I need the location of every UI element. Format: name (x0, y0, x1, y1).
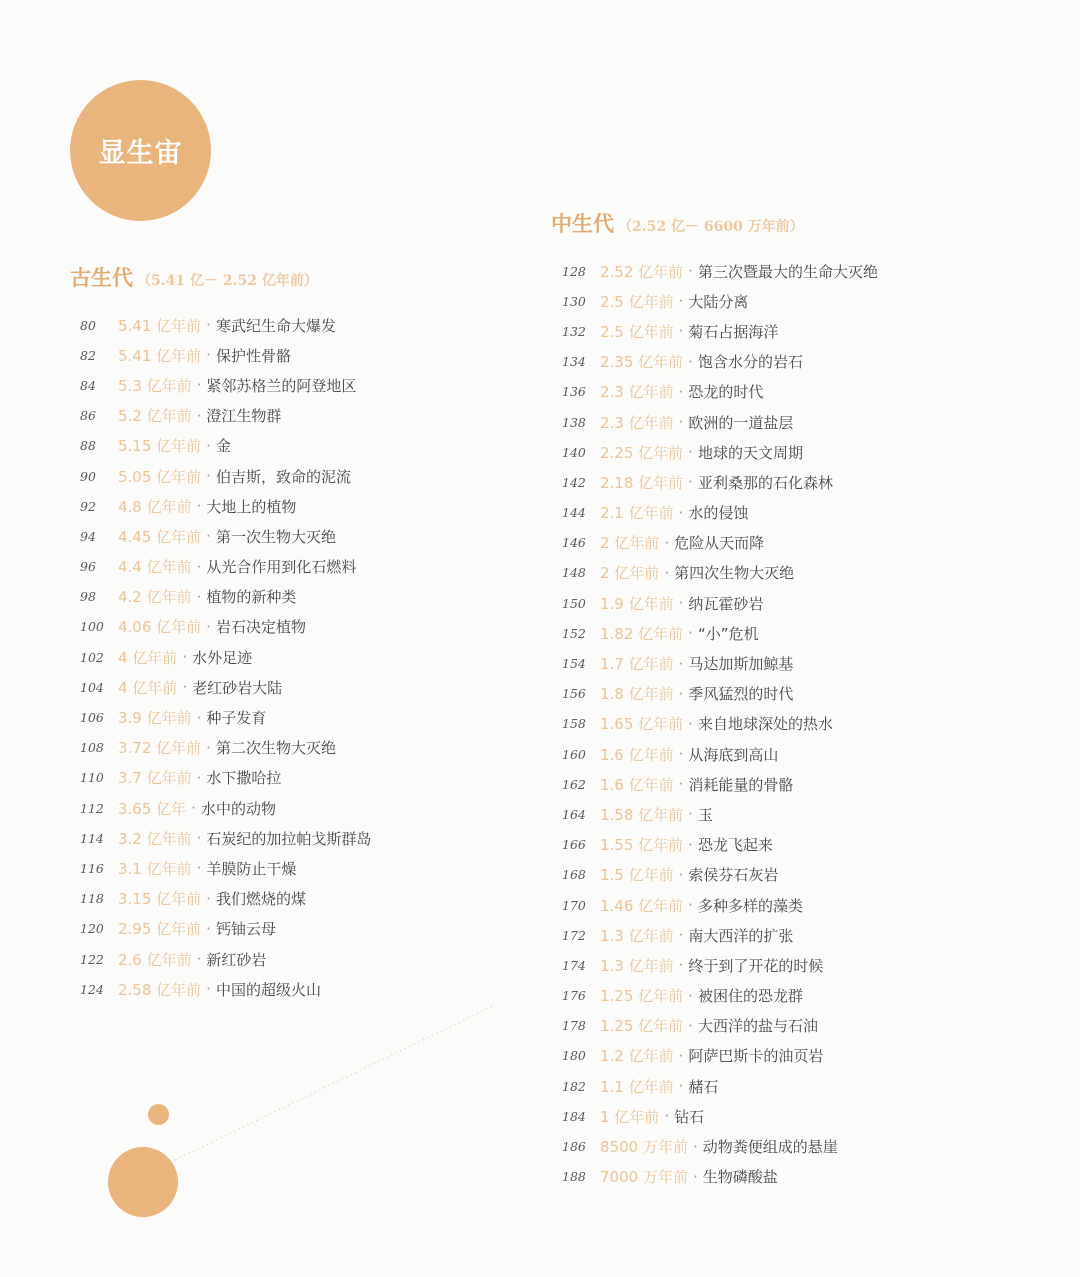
page-number: 140 (562, 444, 586, 460)
separator-dot: · (196, 587, 202, 606)
entry-title: 种子发育 (206, 709, 267, 728)
page-number: 132 (562, 323, 586, 339)
page-number: 186 (562, 1139, 586, 1155)
toc-entry[interactable] (80, 491, 371, 521)
entry-date: 1.58 亿年前 (600, 805, 684, 824)
eon-badge (70, 80, 211, 221)
entry-title: 恐龙的时代 (688, 383, 764, 402)
entry-title: 中国的超级火山 (215, 980, 321, 999)
entry-date: 4.4 亿年前 (118, 558, 192, 577)
entry-title: 第一次生物大灭绝 (215, 527, 336, 546)
entry-date: 1.82 亿年前 (600, 624, 684, 643)
toc-entry[interactable] (562, 679, 878, 709)
toc-entry[interactable] (562, 316, 878, 346)
entry-title: 动物粪便组成的悬崖 (702, 1138, 838, 1157)
page-number: 88 (80, 438, 96, 454)
toc-entry[interactable] (562, 377, 878, 407)
entry-title: 恐龙飞起来 (697, 836, 773, 855)
separator-dot: · (688, 986, 693, 1005)
separator-dot: · (664, 533, 670, 552)
page-number: 112 (80, 800, 104, 816)
era-range: （5.41 亿－ 2.52 亿年前） (137, 273, 318, 289)
separator-dot: · (182, 678, 188, 697)
separator-dot: · (206, 980, 211, 999)
page-number: 144 (562, 505, 586, 521)
separator-dot: · (206, 919, 211, 938)
entry-title: 大地上的植物 (206, 497, 297, 516)
toc-entry[interactable] (562, 1101, 878, 1131)
entry-date: 1.9 亿年前 (600, 594, 674, 613)
entry-title: 玉 (697, 805, 713, 824)
page-number: 164 (562, 806, 586, 822)
separator-dot: · (664, 1107, 670, 1126)
separator-dot: · (196, 376, 202, 395)
page-number: 104 (80, 679, 104, 695)
separator-dot: · (206, 467, 211, 486)
separator-dot: · (678, 775, 684, 794)
toc-entry[interactable] (562, 588, 878, 618)
entry-date: 3.2 亿年前 (118, 829, 192, 848)
entry-date: 5.15 亿年前 (118, 437, 202, 456)
separator-dot: · (678, 382, 684, 401)
separator-dot: · (206, 436, 211, 455)
entry-date: 3.1 亿年前 (118, 859, 192, 878)
entry-title: 季风猛烈的时代 (688, 685, 794, 704)
entry-date: 3.9 亿年前 (118, 709, 192, 728)
separator-dot: · (678, 413, 684, 432)
page-number: 188 (562, 1169, 586, 1185)
entry-title: 被困住的恐龙群 (697, 987, 803, 1006)
entry-date: 2.5 亿年前 (600, 322, 674, 341)
page-number: 94 (80, 528, 96, 544)
toc-entry[interactable] (80, 702, 371, 732)
toc-entry[interactable] (562, 830, 878, 860)
separator-dot: · (688, 443, 693, 462)
entry-date: 1.2 亿年前 (600, 1047, 674, 1066)
toc-entry[interactable] (562, 1131, 878, 1161)
page-number: 82 (80, 347, 96, 363)
entry-title: 终于到了开花的时候 (688, 956, 824, 975)
toc-entry[interactable] (562, 890, 878, 920)
entry-title: 羊膜防止干燥 (206, 859, 297, 878)
separator-dot: · (688, 805, 693, 824)
decorative-dot-large (108, 1147, 178, 1217)
page-number: 106 (80, 710, 104, 726)
page-number: 152 (562, 625, 586, 641)
separator-dot: · (678, 654, 684, 673)
toc-entry[interactable] (80, 370, 371, 400)
page-number: 170 (562, 897, 586, 913)
page-number: 84 (80, 377, 96, 393)
separator-dot: · (196, 557, 202, 576)
toc-entry[interactable] (80, 612, 371, 642)
separator-dot: · (196, 406, 202, 425)
entry-date: 3.7 亿年前 (118, 769, 192, 788)
separator-dot: · (678, 594, 684, 613)
toc-entry[interactable] (562, 920, 878, 950)
page-number: 138 (562, 414, 586, 430)
entry-title: 从海底到高山 (688, 745, 779, 764)
toc-entry[interactable] (562, 739, 878, 769)
toc-entry[interactable] (562, 618, 878, 648)
entry-title: 石炭纪的加拉帕戈斯群岛 (206, 829, 372, 848)
entry-date: 5.41 亿年前 (118, 316, 202, 335)
entry-title: 阿萨巴斯卡的油页岩 (688, 1047, 824, 1066)
entry-date: 1 亿年前 (600, 1107, 660, 1126)
toc-entry[interactable] (562, 1011, 878, 1041)
entry-date: 2 亿年前 (600, 534, 660, 553)
entry-date: 2.3 亿年前 (600, 383, 674, 402)
entry-title: 水的侵蚀 (688, 504, 749, 523)
toc-entry[interactable] (562, 950, 878, 980)
separator-dot: · (196, 497, 202, 516)
toc-entry[interactable] (80, 401, 371, 431)
toc-entry[interactable] (80, 853, 371, 883)
entry-title: 老红砂岩大陆 (192, 678, 283, 697)
page-number: 182 (562, 1078, 586, 1094)
toc-entry[interactable] (562, 498, 878, 528)
separator-dot: · (678, 322, 684, 341)
separator-dot: · (206, 889, 211, 908)
entry-title: 来自地球深处的热水 (697, 715, 833, 734)
separator-dot: · (688, 624, 693, 643)
page-number: 168 (562, 867, 586, 883)
entry-date: 3.65 亿年 (118, 799, 187, 818)
era-heading-paleozoic (70, 262, 318, 292)
entry-date: 1.6 亿年前 (600, 775, 674, 794)
toc-entry[interactable] (80, 552, 371, 582)
separator-dot: · (688, 473, 693, 492)
entry-date: 2.1 亿年前 (600, 504, 674, 523)
entry-date: 2.95 亿年前 (118, 920, 202, 939)
entry-title: 水中的动物 (200, 799, 276, 818)
era-range: （2.52 亿－ 6600 万年前） (618, 219, 804, 235)
toc-entry[interactable] (562, 1162, 878, 1192)
entry-title: 饱含水分的岩石 (697, 353, 803, 372)
separator-dot: · (664, 563, 670, 582)
entry-title: 欧洲的一道盐层 (688, 413, 794, 432)
entry-title: 金 (215, 437, 231, 456)
page-number: 86 (80, 408, 96, 424)
entry-title: “小”危机 (697, 624, 759, 643)
toc-entry[interactable] (80, 461, 371, 491)
separator-dot: · (196, 829, 202, 848)
toc-entry[interactable] (562, 256, 878, 286)
toc-entry[interactable] (562, 769, 878, 799)
page-number: 166 (562, 837, 586, 853)
entry-title: 菊石占据海洋 (688, 322, 779, 341)
entry-date: 1.6 亿年前 (600, 745, 674, 764)
toc-entry[interactable] (80, 884, 371, 914)
page-number: 146 (562, 535, 586, 551)
entry-title: 马达加斯加鲸基 (688, 655, 794, 674)
entry-date: 5.41 亿年前 (118, 346, 202, 365)
toc-entry[interactable] (562, 286, 878, 316)
entry-date: 5.3 亿年前 (118, 376, 192, 395)
separator-dot: · (206, 527, 211, 546)
entry-date: 5.05 亿年前 (118, 467, 202, 486)
toc-entry[interactable] (80, 642, 371, 672)
toc-entry[interactable] (80, 672, 371, 702)
page-number: 142 (562, 474, 586, 490)
toc-entry[interactable] (80, 733, 371, 763)
page-number: 92 (80, 498, 96, 514)
page-number: 122 (80, 951, 104, 967)
page-number: 128 (562, 263, 586, 279)
entry-date: 1.3 亿年前 (600, 926, 674, 945)
toc-entry[interactable] (562, 1041, 878, 1071)
entry-title: 澄江生物群 (206, 407, 282, 426)
toc-entry[interactable] (80, 310, 371, 340)
entry-title: 地球的天文周期 (697, 443, 803, 462)
entry-date: 4 亿年前 (118, 648, 178, 667)
separator-dot: · (196, 950, 202, 969)
entry-date: 2.35 亿年前 (600, 353, 684, 372)
toc-entry[interactable] (562, 467, 878, 497)
entry-date: 2.5 亿年前 (600, 292, 674, 311)
toc-entry[interactable] (80, 582, 371, 612)
entry-date: 1.65 亿年前 (600, 715, 684, 734)
separator-dot: · (196, 768, 202, 787)
separator-dot: · (692, 1167, 698, 1186)
page-number: 154 (562, 656, 586, 672)
entry-title: 水下撒哈拉 (206, 769, 282, 788)
decorative-dot-small (148, 1104, 169, 1125)
entry-title: 寒武纪生命大爆发 (215, 316, 336, 335)
toc-entry[interactable] (562, 648, 878, 678)
page-number: 184 (562, 1108, 586, 1124)
entry-date: 1.25 亿年前 (600, 987, 684, 1006)
entry-date: 7000 万年前 (600, 1168, 688, 1187)
separator-dot: · (688, 835, 693, 854)
separator-dot: · (678, 956, 684, 975)
page-number: 80 (80, 317, 96, 333)
separator-dot: · (688, 1016, 693, 1035)
separator-dot: · (678, 1077, 684, 1096)
separator-dot: · (688, 352, 693, 371)
entry-date: 1.55 亿年前 (600, 836, 684, 855)
entry-title: 保护性骨骼 (215, 346, 291, 365)
entry-title: 新红砂岩 (206, 950, 267, 969)
toc-entry[interactable] (562, 1071, 878, 1101)
entry-title: 植物的新种类 (206, 588, 297, 607)
toc-entry[interactable] (562, 347, 878, 377)
toc-entry[interactable] (562, 528, 878, 558)
separator-dot: · (678, 926, 684, 945)
page-number: 100 (80, 619, 104, 635)
toc-entry[interactable] (80, 431, 371, 461)
page-number: 96 (80, 559, 96, 575)
page-number: 130 (562, 293, 586, 309)
toc-entry[interactable] (562, 981, 878, 1011)
page-number: 116 (80, 860, 104, 876)
era-name: 古生代 (70, 265, 133, 290)
separator-dot: · (678, 503, 684, 522)
entry-title: 紧邻苏格兰的阿登地区 (206, 376, 357, 395)
page-number: 156 (562, 686, 586, 702)
separator-dot: · (206, 738, 211, 757)
entry-date: 4.06 亿年前 (118, 618, 202, 637)
toc-entry[interactable] (80, 793, 371, 823)
entry-date: 1.46 亿年前 (600, 896, 684, 915)
entry-date: 4.2 亿年前 (118, 588, 192, 607)
entry-title: 南大西洋的扩张 (688, 926, 794, 945)
entry-title: 危险从天而降 (674, 534, 765, 553)
entry-date: 2.52 亿年前 (600, 262, 684, 281)
separator-dot: · (692, 1137, 698, 1156)
entry-title: 从光合作用到化石燃料 (206, 558, 357, 577)
page-number: 180 (562, 1048, 586, 1064)
entry-date: 2.6 亿年前 (118, 950, 192, 969)
entry-date: 1.5 亿年前 (600, 866, 674, 885)
entry-title: 第四次生物大灭绝 (674, 564, 795, 583)
toc-list-paleozoic (80, 310, 371, 1004)
entry-title: 钙铀云母 (215, 920, 276, 939)
toc-entry[interactable] (562, 709, 878, 739)
toc-entry[interactable] (562, 407, 878, 437)
entry-title: 岩石决定植物 (215, 618, 306, 637)
toc-entry[interactable] (562, 860, 878, 890)
page-number: 136 (562, 384, 586, 400)
separator-dot: · (688, 262, 693, 281)
entry-date: 2.3 亿年前 (600, 413, 674, 432)
entry-date: 4 亿年前 (118, 678, 178, 697)
entry-title: 消耗能量的骨骼 (688, 775, 794, 794)
entry-date: 3.15 亿年前 (118, 890, 202, 909)
toc-entry[interactable] (80, 914, 371, 944)
page-number: 120 (80, 921, 104, 937)
separator-dot: · (678, 745, 684, 764)
separator-dot: · (191, 799, 196, 818)
decorative-dotted-line (170, 1000, 500, 1170)
separator-dot: · (678, 684, 684, 703)
page-number: 98 (80, 589, 96, 605)
separator-dot: · (206, 346, 211, 365)
separator-dot: · (678, 1046, 684, 1065)
toc-entry[interactable] (562, 799, 878, 829)
entry-title: 索侯芬石灰岩 (688, 866, 779, 885)
toc-entry[interactable] (80, 521, 371, 551)
page-number: 114 (80, 830, 104, 846)
entry-title: 第二次生物大灭绝 (215, 739, 336, 758)
separator-dot: · (206, 617, 211, 636)
separator-dot: · (678, 292, 684, 311)
entry-title: 生物磷酸盐 (702, 1168, 778, 1187)
entry-title: 赭石 (688, 1077, 719, 1096)
entry-title: 水外足迹 (192, 648, 253, 667)
separator-dot: · (688, 896, 693, 915)
eon-title: 显生宙 (98, 138, 183, 169)
entry-date: 5.2 亿年前 (118, 407, 192, 426)
page-number: 160 (562, 746, 586, 762)
page-number: 172 (562, 927, 586, 943)
entry-date: 8500 万年前 (600, 1138, 688, 1157)
entry-date: 2 亿年前 (600, 564, 660, 583)
page-number: 174 (562, 957, 586, 973)
separator-dot: · (688, 714, 693, 733)
page-number: 162 (562, 776, 586, 792)
entry-title: 我们燃烧的煤 (215, 890, 306, 909)
page-number: 124 (80, 981, 104, 997)
page-number: 158 (562, 716, 586, 732)
page-number: 110 (80, 770, 104, 786)
entry-title: 大陆分离 (688, 292, 749, 311)
entry-title: 大西洋的盐与石油 (697, 1017, 818, 1036)
page-number: 90 (80, 468, 96, 484)
page-number: 148 (562, 565, 586, 581)
toc-entry[interactable] (80, 340, 371, 370)
entry-title: 钻石 (674, 1107, 705, 1126)
entry-date: 1.3 亿年前 (600, 956, 674, 975)
toc-entry[interactable] (562, 558, 878, 588)
entry-date: 1.7 亿年前 (600, 655, 674, 674)
page-number: 150 (562, 595, 586, 611)
page-number: 178 (562, 1018, 586, 1034)
separator-dot: · (206, 316, 211, 335)
entry-date: 2.25 亿年前 (600, 443, 684, 462)
toc-entry[interactable] (80, 823, 371, 853)
separator-dot: · (196, 708, 202, 727)
entry-date: 1.8 亿年前 (600, 685, 674, 704)
toc-entry[interactable] (80, 944, 371, 974)
page-number: 134 (562, 354, 586, 370)
entry-date: 1.1 亿年前 (600, 1077, 674, 1096)
entry-date: 4.45 亿年前 (118, 527, 202, 546)
entry-title: 第三次暨最大的生命大灭绝 (697, 262, 878, 281)
entry-title: 亚利桑那的石化森林 (697, 473, 833, 492)
toc-entry[interactable] (562, 437, 878, 467)
page-number: 176 (562, 988, 586, 1004)
page-number: 108 (80, 740, 104, 756)
separator-dot: · (196, 859, 202, 878)
separator-dot: · (678, 865, 684, 884)
entry-date: 3.72 亿年前 (118, 739, 202, 758)
entry-date: 2.18 亿年前 (600, 473, 684, 492)
toc-list-mesozoic (562, 256, 878, 1192)
era-name: 中生代 (551, 211, 614, 236)
entry-title: 纳瓦霍砂岩 (688, 594, 764, 613)
separator-dot: · (182, 648, 188, 667)
toc-entry[interactable] (80, 763, 371, 793)
page-number: 102 (80, 649, 104, 665)
page-number: 118 (80, 891, 104, 907)
entry-title: 多种多样的藻类 (697, 896, 803, 915)
entry-date: 2.58 亿年前 (118, 980, 202, 999)
entry-date: 4.8 亿年前 (118, 497, 192, 516)
entry-title: 伯吉斯，致命的泥流 (215, 467, 351, 486)
era-heading-mesozoic (551, 208, 804, 238)
entry-date: 1.25 亿年前 (600, 1017, 684, 1036)
